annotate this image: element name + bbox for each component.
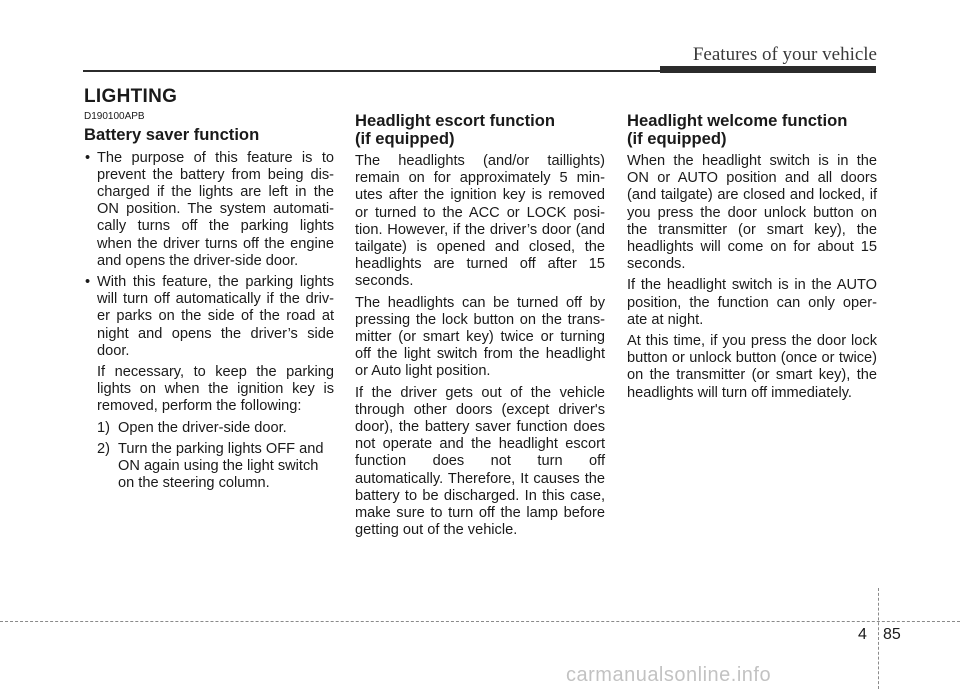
heading-line: (if equipped) — [355, 128, 455, 148]
step-text: Open the driver-side door. — [118, 419, 287, 436]
bullet-list — [84, 150, 334, 360]
paragraph: The headlights can be turned off by pressing the lock button on the trans-mitter (or smart key) twice or turning off the light switch from the headlight or Auto light position. — [355, 294, 605, 380]
list-item — [84, 150, 334, 270]
step-text: Turn the parking lights OFF and ON again using the light switch on the steering column. — [118, 440, 324, 492]
bullet-icon: • — [85, 149, 91, 166]
bullet-text: The purpose of this feature is to prevent the battery from being dis-charged if the lights are left in the ON position. The system automati-cally turns off the parking lights when the driver turns off the engine and opens the driver-side door. — [97, 149, 334, 269]
column-headlight-welcome — [627, 110, 877, 406]
footer-rule — [0, 621, 960, 622]
page-number: 85 — [883, 626, 901, 643]
paragraph: At this time, if you press the door lock button or unlock button (once or twice) on the transmitter (or smart key), the headlights will turn off immediately. — [627, 333, 877, 401]
page-divider — [878, 588, 879, 689]
watermark: carmanualsonline.info — [566, 664, 772, 686]
step-number: 1) — [97, 419, 110, 436]
chapter-number: 4 — [858, 626, 867, 643]
paragraph: If the headlight switch is in the AUTO position, the function can only oper-ate at night. — [627, 277, 877, 328]
heading-line: Headlight escort function — [355, 111, 556, 130]
bullet-text: With this feature, the parking lights will turn off automatically if the driv-er parks on the side of the road at night and opens the driver’s side door. — [97, 273, 334, 359]
step-item — [84, 420, 334, 437]
header-rule-accent — [660, 66, 876, 73]
paragraph: When the headlight switch is in the ON or AUTO position and all doors (and tailgate) are closed and locked, if you press the door unlock button on the transmitter (or smart key), the headlights will come on for about 15 seconds. — [627, 153, 877, 273]
paragraph: The headlights (and/or taillights) remain on for approximately 5 min-utes after the ignition key is removed or turned to the ACC or LOCK posi-tion. However, if the driver’s door (and tailgate) is opened and closed, the headlights are turned off after 15 seconds. — [355, 153, 605, 290]
heading-battery-saver: Battery saver function — [84, 125, 260, 144]
step-item — [84, 441, 334, 493]
column-headlight-escort — [355, 110, 605, 543]
column-battery-saver — [84, 110, 334, 496]
bullet-icon: • — [85, 273, 91, 290]
heading-headlight-welcome — [627, 112, 877, 147]
step-number: 2) — [97, 440, 110, 457]
section-code: D190100APB — [84, 111, 145, 122]
list-item — [84, 274, 334, 360]
section-title: LIGHTING — [84, 86, 178, 107]
heading-line: (if equipped) — [627, 128, 727, 148]
header-title: Features of your vehicle — [692, 44, 877, 65]
paragraph: If the driver gets out of the vehicle through other doors (except driver's door), the battery saver function does not operate and the headlight escort function does not turn off automatically. Therefore, It causes the battery to be discharged. In this case, make sure to turn off the lamp before getting out of the vehicle. — [355, 384, 605, 539]
heading-headlight-escort — [355, 112, 605, 147]
heading-line: Headlight welcome function — [627, 111, 848, 130]
instruction-paragraph: If necessary, to keep the parking lights on when the ignition key is removed, perform the following: — [97, 363, 334, 415]
